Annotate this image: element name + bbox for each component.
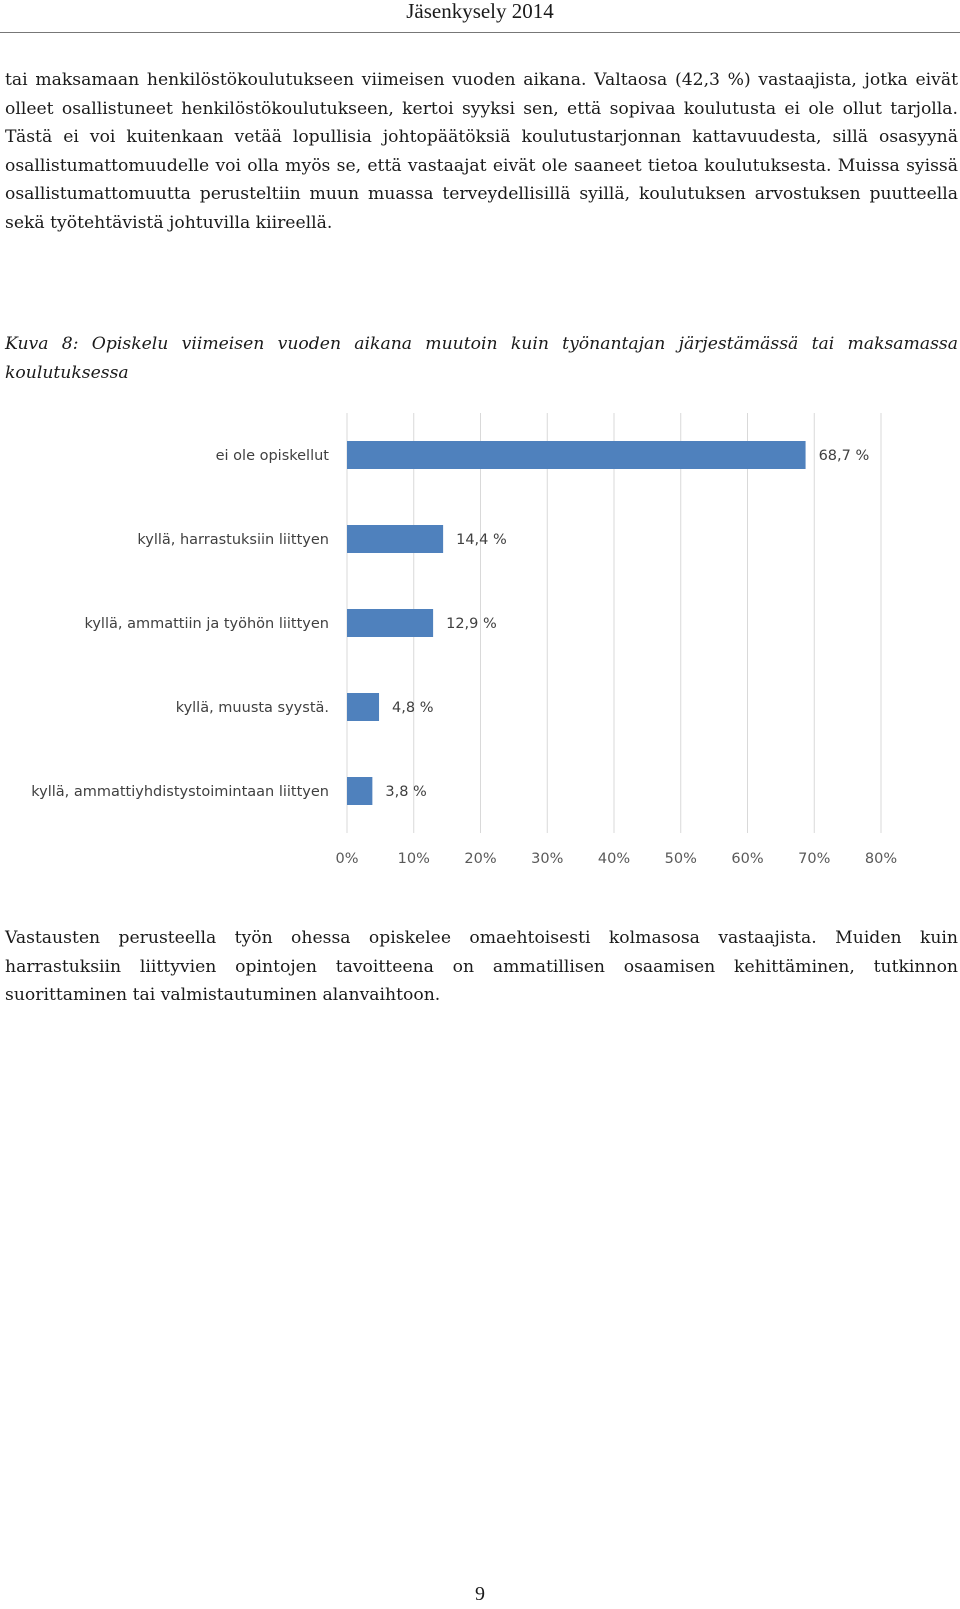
bar	[347, 525, 443, 553]
category-label: kyllä, ammattiin ja työhön liittyen	[84, 616, 329, 632]
category-label: kyllä, ammattiyhdistystoimintaan liittyen	[31, 784, 329, 800]
intro-paragraph: tai maksamaan henkilöstökoulutukseen viimeisen vuoden aikana. Valtaosa (42,3 %) vastaajista, jotka eivät olleet osallistuneet henkilöstökoulutukseen, kertoi syyksi sen, että sopivaa koulutusta ei ole ollut tarjolla. Tästä ei voi kuitenkaan vetää lopullisia johtopäätöksiä koulutustarjonnan kattavuudesta, sillä osasyynä osallistumattomuudelle voi olla myös se, että vastaajat eivät ole saaneet tietoa koulutuksesta. Muissa syissä osallistumattomuutta perusteltiin muun muassa terveydellisillä syillä, koulutuksen arvostuksen puutteella sekä työtehtävistä johtuvilla kiireellä.	[5, 70, 958, 233]
x-tick-label: 50%	[664, 851, 697, 867]
data-label: 4,8 %	[392, 700, 434, 716]
bar-chart	[0, 405, 960, 880]
data-label: 14,4 %	[456, 532, 507, 548]
x-tick-label: 80%	[864, 851, 898, 867]
x-tick-label: 20%	[464, 851, 497, 867]
x-tick-label: 0%	[335, 851, 359, 867]
bar	[347, 441, 806, 469]
header-divider	[0, 32, 960, 33]
chart-x-axis	[335, 851, 897, 867]
page-number: 9	[475, 1583, 485, 1605]
x-tick-label: 60%	[731, 851, 764, 867]
data-label: 68,7 %	[818, 448, 870, 464]
x-tick-label: 30%	[531, 851, 564, 867]
chart-labels	[31, 448, 869, 800]
category-label: kyllä, muusta syystä.	[175, 700, 329, 716]
x-tick-label: 40%	[597, 851, 631, 867]
data-label: 3,8 %	[385, 784, 427, 800]
x-tick-label: 70%	[798, 851, 831, 867]
chart-bars	[347, 441, 806, 805]
bar	[347, 609, 433, 637]
category-label: kyllä, harrastuksiin liittyen	[137, 532, 329, 548]
page-header-title: Jäsenkysely 2014	[406, 0, 554, 23]
bar	[347, 693, 379, 721]
x-tick-label: 10%	[397, 851, 430, 867]
category-label: ei ole opiskellut	[215, 448, 329, 464]
bar	[347, 777, 372, 805]
data-label: 12,9 %	[446, 616, 497, 632]
closing-paragraph: Vastausten perusteella työn ohessa opiskelee omaehtoisesti kolmasosa vastaajista. Muiden kuin harrastuksiin liittyvien opintojen tavoitteena on ammatillisen osaamisen kehittäminen, tutkinnon suorittaminen tai valmistautuminen alanvaihtoon.	[5, 928, 958, 1005]
figure-caption: Kuva 8: Opiskelu viimeisen vuoden aikana muutoin kuin työnantajan järjestämässä tai maksamassa koulutuksessa	[5, 334, 958, 383]
